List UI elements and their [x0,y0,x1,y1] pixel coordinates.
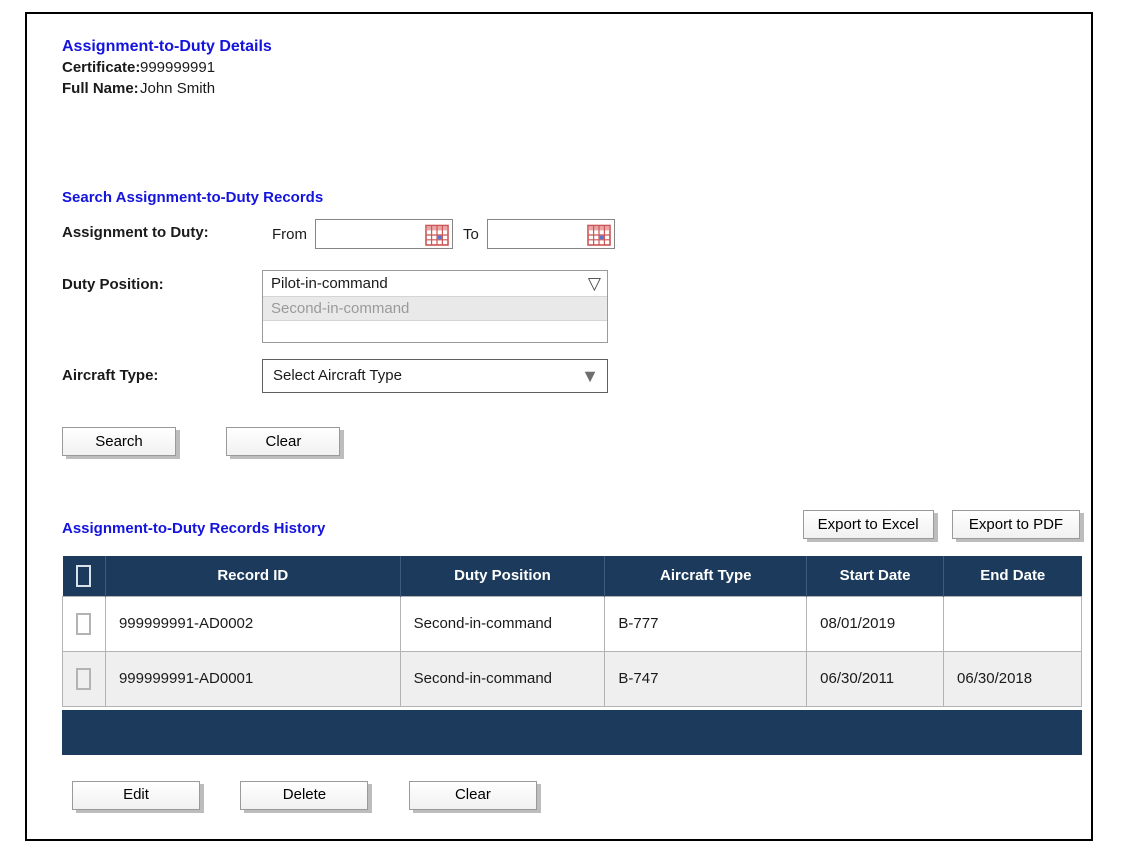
edit-button[interactable]: Edit [72,781,200,810]
cell-duty-position: Second-in-command [400,651,605,706]
row-select-cell [63,651,106,706]
record-actions [62,781,1080,810]
column-header-aircraft-type: Aircraft Type [605,556,807,596]
delete-button[interactable]: Delete [240,781,368,810]
cell-record-id: 999999991-AD0002 [105,596,400,651]
certificate-label: Certificate: [62,59,141,76]
records-table [62,556,1082,707]
aircraft-type-row [62,359,1080,393]
aircraft-selected-text: Select Aircraft Type [273,367,402,384]
duty-position-option[interactable]: Second-in-command [263,296,607,321]
duty-position-listbox[interactable] [262,270,608,343]
cell-aircraft-type: B-777 [605,596,807,651]
from-date-input[interactable] [318,222,422,246]
date-range-controls [262,219,615,249]
from-date-field[interactable] [315,219,453,249]
to-calendar-icon[interactable] [587,223,611,247]
cell-duty-position: Second-in-command [400,596,605,651]
record-clear-button[interactable]: Clear [409,781,537,810]
from-calendar-icon[interactable] [425,223,449,247]
to-date-field[interactable] [487,219,615,249]
page-title: Assignment-to-Duty Details [62,38,272,55]
duty-position-row [62,270,1080,343]
search-section-heading: Search Assignment-to-Duty Records [62,189,324,206]
table-header-row [63,556,1082,596]
cell-end-date [944,596,1082,651]
certificate-value: 999999991 [140,59,216,76]
column-header-duty-position: Duty Position [400,556,605,596]
select-all-checkbox[interactable] [76,565,91,587]
full-name-line [62,80,1080,98]
search-button[interactable]: Search [62,427,176,456]
to-date-input[interactable] [490,222,584,246]
certificate-line [62,59,1080,77]
export-to-pdf-button[interactable]: Export to PDF [952,510,1080,539]
to-label: To [463,225,479,243]
search-actions [62,427,1080,456]
search-clear-button[interactable]: Clear [226,427,340,456]
cell-end-date: 06/30/2018 [944,651,1082,706]
export-to-excel-button[interactable]: Export to Excel [803,510,934,539]
row-select-cell [63,596,106,651]
from-label: From [272,225,307,243]
column-header-start-date: Start Date [807,556,944,596]
cell-start-date: 08/01/2019 [807,596,944,651]
full-name-value: John Smith [140,80,216,97]
table-footer-band [62,710,1082,755]
cell-record-id: 999999991-AD0001 [105,651,400,706]
chevron-down-filled-icon[interactable]: ▼ [581,366,599,386]
table-row [63,651,1082,706]
duty-position-selected[interactable] [263,271,607,296]
row-checkbox[interactable] [76,668,91,690]
cell-start-date: 06/30/2011 [807,651,944,706]
export-buttons [789,510,1080,539]
history-heading: Assignment-to-Duty Records History [62,520,326,537]
column-header-record-id: Record ID [105,556,400,596]
column-header-end-date: End Date [944,556,1082,596]
assignment-to-duty-label: Assignment to Duty: [62,224,209,241]
chevron-down-outline-icon[interactable]: ▽ [587,274,601,293]
row-checkbox[interactable] [76,613,91,635]
history-header-row [62,510,1080,539]
duty-position-label: Duty Position: [62,276,164,293]
aircraft-type-dropdown[interactable] [262,359,608,393]
table-row [63,596,1082,651]
page-frame [25,12,1093,841]
aircraft-type-label: Aircraft Type: [62,367,159,384]
full-name-label: Full Name: [62,80,139,97]
select-all-header-cell [63,556,106,596]
duty-position-empty-row [263,321,607,342]
duty-selected-text: Pilot-in-command [271,275,388,292]
assignment-date-row [62,219,1080,249]
cell-aircraft-type: B-747 [605,651,807,706]
